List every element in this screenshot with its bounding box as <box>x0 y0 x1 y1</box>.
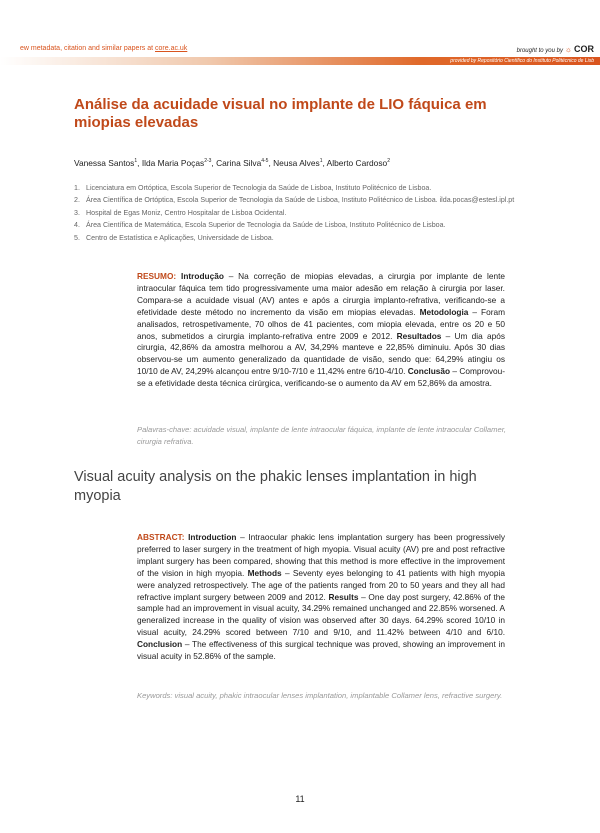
affiliation-item <box>74 232 554 244</box>
provided-by-text: provided by Repositório Científico do Instituto Politécnico de Lisb <box>450 58 594 64</box>
core-logo[interactable]: COR <box>574 44 594 54</box>
resumo-conclusion-text: – Comprovou-se a efetividade desta técnica cirúrgica, verificando-se o aumento da AV em 52,86% da amostra. <box>137 366 505 389</box>
affiliation-text: Área Científica de Ortóptica, Escola Superior de Tecnologia da Saúde de Lisboa, Instituto Politécnico de Lisboa. ilda.pocas@estesl.ipl.pt <box>86 196 515 205</box>
author-name: Neusa Alves <box>273 158 320 168</box>
core-brought-by <box>517 44 594 54</box>
affiliation-text: Centro de Estatística e Aplicações, Universidade de Lisboa. <box>86 233 274 242</box>
abstract-conclusion-text: – The effectiveness of this surgical technique was proved, showing an improvement in visual acuity in 52.86% of the sample. <box>137 639 505 662</box>
keywords-portuguese: Palavras-chave: acuidade visual, implante de lente intraocular fáquica, implante de lente intraocular Collamer, cirurgia refrativa. <box>137 425 506 446</box>
abstract-intro-label: Introduction <box>188 532 237 542</box>
affiliation-item <box>74 194 554 206</box>
resumo-method-text: – Foram analisados, retrospetivamente, 70 olhos de 41 pacientes, com miopia elevada, entre os 20 e 50 anos, submetidos a cirurgia implanto-refrativa entre 2009 e 2012. <box>137 306 505 341</box>
affiliation-text: Hospital de Egas Moniz, Centro Hospitalar de Lisboa Ocidental. <box>86 208 287 217</box>
core-banner <box>0 40 600 68</box>
author-name: Alberto Cardoso <box>326 158 388 168</box>
resumo-conclusion-label: Conclusão <box>407 366 451 377</box>
abstract-intro-text: – Intraocular phakic lens implantation surgery has been progressively preferred to laser surgery in the treatment of high myopia. Visual acuity (AV) pre and post refractive implant surgery has been compared, showing that this method is more effective in the improvement of the vision in high myopia. <box>137 532 505 578</box>
abstract-results-text: – One day post surgery, 42.86% of the sample had an improvement in visual acuity, 34.29% remained unchanged and 22.85% worsened. A generalized increase in the quality of vision was observed after 30 days. 64.29% scored 10/10 in visual acuity, 24.29% scored between 7/10 and 9/10, and 11.42% between 4/10 and 6/10. <box>137 591 505 638</box>
resumo-intro-label: Introdução <box>181 271 224 281</box>
author-affil-sup: 1 <box>134 158 138 165</box>
affiliation-number: 4. <box>74 221 80 230</box>
affiliation-text: Área Científica de Matemática, Escola Superior de Tecnologia da Saúde de Lisboa, Instituto Politécnico de Lisboa. <box>86 221 446 230</box>
abstract-method-text: – Seventy eyes belonging to 41 patients with high myopia were analyzed retrospectively. The age of the patients ranged from 20 to 50 years and they all had refractive implant surgery between 2009 and 2012. <box>137 567 505 602</box>
author-affil-sup: 2-3 <box>204 158 212 165</box>
resumo-results-text: – Um dia após cirurgia, 42,86% da amostra melhorou a AV, 34,29% manteve e 22,85% diminuiu. Após 30 dias observou-se um aumento generalizado da quantidade de visão, sendo que: 64,29% atingiu os 10/10 de AV, 24,29% alcançou entre 9/10-7/10 e 11,42% entre 6/10-4/10. <box>137 330 505 377</box>
keywords-english: Keywords: visual acuity, phakic intraocular lenses implantation, implantable Collamer lens, refractive surgery. <box>137 691 503 700</box>
core-metadata-text: ew metadata, citation and similar papers at <box>20 45 156 52</box>
resumo-intro-text: – Na correção de miopias elevadas, a cirurgia por implante de lente intraocular fáquica tem tido progressivamente uma maior adesão em relação à cirurgia por laser. Compara-se a acuidade visual (AV) antes e após a cirurgia implanto-refrativa, verificando-se a efetividade deste método no incremento da visão em miopias elevadas. <box>137 271 505 317</box>
affiliation-item <box>74 207 554 219</box>
affiliation-number: 1. <box>74 184 80 192</box>
resumo-label: RESUMO: <box>137 271 177 281</box>
title-portuguese: Análise da acuidade visual no implante de LIO fáquica em miopias elevadas <box>74 96 487 131</box>
resumo-method-label: Metodologia <box>419 306 469 317</box>
core-metadata-link[interactable] <box>20 45 187 52</box>
abstract-label: ABSTRACT: <box>137 532 185 542</box>
author-affil-sup: 4-5 <box>261 158 269 165</box>
resumo-paragraph <box>137 271 505 390</box>
affiliation-item <box>74 219 554 231</box>
affiliation-text: Licenciatura em Ortóptica, Escola Superior de Tecnologia da Saúde de Lisboa, Instituto Politécnico de Lisboa. <box>86 184 432 192</box>
core-link[interactable]: core.ac.uk <box>155 45 188 52</box>
authors-line: Vanessa Santos$^1$, Ilda Maria Poças$^{2-3}$, Carina Silva$^{4-5}$, Neusa Alves$^1$, Alberto Cardoso$^2$ <box>74 158 390 168</box>
affiliation-item <box>74 182 554 194</box>
abstract-method-label: Methods <box>247 567 282 578</box>
title-english: Visual acuity analysis on the phakic lenses implantation in high myopia <box>74 469 477 504</box>
affiliation-number: 5. <box>74 233 80 242</box>
affiliation-number: 3. <box>74 208 80 217</box>
core-sun-icon: ☼ <box>564 45 572 54</box>
abstract-conclusion-label: Conclusion <box>137 639 183 650</box>
abstract-results-label: Results <box>328 591 359 602</box>
page-number: 11 <box>295 794 305 804</box>
abstract-paragraph <box>137 532 505 663</box>
author-name: Ilda Maria Poças <box>141 158 205 168</box>
resumo-results-label: Resultados <box>396 330 442 341</box>
author-affil-sup: 2 <box>387 158 390 165</box>
author-affil-sup: 1 <box>319 158 323 165</box>
author-name: Vanessa Santos <box>74 158 135 168</box>
affiliation-number: 2. <box>74 196 80 205</box>
author-name: Carina Silva <box>216 158 262 168</box>
brought-by-text: brought to you by <box>516 48 563 54</box>
affiliations-list <box>74 182 554 244</box>
